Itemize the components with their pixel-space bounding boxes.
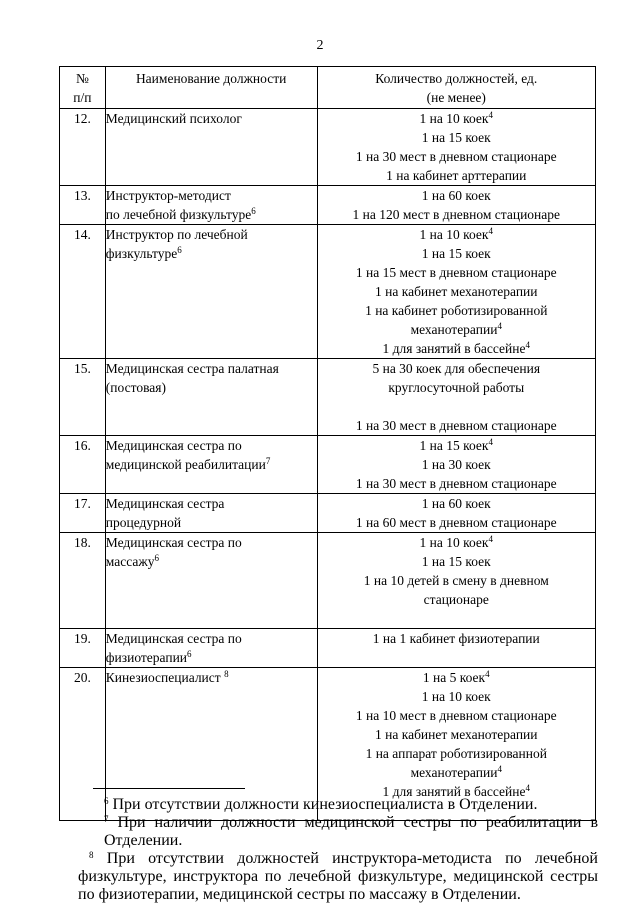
position-name-text: процедурной — [105, 515, 182, 530]
quantity-line — [318, 609, 595, 628]
quantity-text: 1 на 5 коек — [422, 670, 486, 685]
position-name-text: (постовая) — [105, 380, 166, 395]
quantity-line — [318, 513, 595, 532]
quantity-line — [318, 763, 595, 782]
position-name-text: Медицинская сестра по — [105, 438, 242, 453]
position-name — [105, 533, 317, 629]
position-name-text: медицинской реабилитации — [105, 457, 266, 472]
quantity-line — [318, 128, 595, 147]
position-name — [105, 629, 317, 668]
header-number-line1: № — [75, 71, 89, 86]
footnote — [93, 796, 598, 814]
quantity-line — [318, 244, 595, 263]
quantity-text: стационаре — [423, 592, 489, 607]
table-row — [60, 533, 596, 629]
footnote-reference: 6 — [187, 649, 192, 659]
table-row — [60, 109, 596, 186]
position-name — [105, 436, 317, 494]
footnote-reference: 4 — [497, 764, 502, 774]
quantity-line — [318, 744, 595, 763]
footnote-separator — [93, 788, 245, 789]
quantity-line — [318, 109, 595, 128]
position-name-text: Медицинская сестра — [105, 496, 225, 511]
quantity-line — [318, 359, 595, 378]
footnote-mark: 8 — [89, 850, 94, 860]
quantity-text: 1 на 30 коек — [421, 457, 491, 472]
quantity-line — [318, 436, 595, 455]
position-name-line — [106, 378, 317, 397]
footnote-text: При отсутствии должности кинезиоспециалиста в Отделении. — [108, 796, 538, 813]
quantity-line — [318, 397, 595, 416]
quantity-line — [318, 263, 595, 282]
footnote-reference: 4 — [525, 340, 530, 350]
position-name-line — [106, 244, 317, 263]
quantity-line — [318, 687, 595, 706]
footnote-reference: 4 — [485, 669, 490, 679]
position-name-line — [106, 455, 317, 474]
quantity-text: круглосуточной работы — [388, 380, 525, 395]
quantity-text: 1 на 60 коек — [421, 496, 491, 511]
position-name-line — [106, 205, 317, 224]
quantity-line — [318, 706, 595, 725]
table-row — [60, 359, 596, 436]
quantity-text: 1 на 120 мест в дневном стационаре — [352, 207, 561, 222]
position-name-line — [106, 186, 317, 205]
table-row — [60, 629, 596, 668]
quantity-text: 1 на кабинет механотерапии — [375, 727, 538, 742]
quantity-line — [318, 455, 595, 474]
quantity-text: 1 на кабинет механотерапии — [375, 284, 538, 299]
position-quantity — [317, 109, 595, 186]
quantity-line — [318, 282, 595, 301]
position-name — [105, 109, 317, 186]
row-number: 17. — [60, 494, 106, 533]
quantity-line — [318, 166, 595, 185]
quantity-text: 1 на 15 коек — [419, 438, 489, 453]
footnote-mark: 6 — [104, 796, 109, 806]
table-row — [60, 186, 596, 225]
quantity-line — [318, 416, 595, 435]
position-name-text: Медицинская сестра палатная — [105, 361, 279, 376]
footnote-mark: 7 — [104, 814, 109, 824]
position-name — [105, 225, 317, 359]
quantity-line — [318, 205, 595, 224]
position-name-line — [106, 436, 317, 455]
position-name-text: Кинезиоспециалист — [105, 670, 225, 685]
quantity-line — [318, 320, 595, 339]
quantity-text: 1 на 10 коек — [419, 535, 489, 550]
quantity-line — [318, 533, 595, 552]
header-quantity-line2: (не менее) — [426, 90, 486, 105]
quantity-line — [318, 648, 595, 667]
table-row — [60, 436, 596, 494]
table-body — [60, 109, 596, 821]
quantity-line — [318, 301, 595, 320]
quantity-text: 1 на аппарат роботизированной — [365, 746, 547, 761]
quantity-text: 1 на кабинет арттерапии — [386, 168, 527, 183]
footnote-reference: 8 — [224, 669, 229, 679]
footnote-text: При наличии должности медицинской сестры по реабилитации в Отделении. — [104, 814, 598, 849]
position-quantity — [317, 629, 595, 668]
quantity-text: 1 на 10 детей в смену в дневном — [363, 573, 549, 588]
row-number: 18. — [60, 533, 106, 629]
position-name-text: Инструктор-методист — [105, 188, 231, 203]
quantity-text: 1 на 10 мест в дневном стационаре — [355, 708, 557, 723]
position-name-line — [106, 668, 317, 687]
position-name-line — [106, 109, 317, 128]
footnote-text: При отсутствии должностей инструктора-методиста по лечебной физкультуре, инструктора по лечебной физкультуре, медицинской сестры по физиотерапии, медицинской сестры по массажу в Отделении. — [78, 850, 598, 903]
position-name-line — [106, 225, 317, 244]
row-number: 13. — [60, 186, 106, 225]
position-quantity — [317, 436, 595, 494]
footnote-reference: 6 — [154, 553, 159, 563]
table-row — [60, 494, 596, 533]
row-number: 16. — [60, 436, 106, 494]
position-name-text: Инструктор по лечебной — [105, 227, 248, 242]
position-quantity — [317, 359, 595, 436]
footnote-reference: 6 — [177, 245, 182, 255]
page-number: 2 — [316, 38, 324, 53]
position-name-line — [106, 552, 317, 571]
position-name-text: Медицинская сестра по — [105, 535, 242, 550]
quantity-text: 1 на кабинет роботизированной — [365, 303, 548, 318]
quantity-line — [318, 668, 595, 687]
quantity-text: 1 на 10 коек — [421, 689, 491, 704]
position-name-text: физкультуре — [105, 246, 178, 261]
footnote-reference: 4 — [488, 226, 493, 236]
position-name-text: массажу — [105, 554, 155, 569]
position-name-text: физиотерапии — [105, 650, 188, 665]
position-name-line — [106, 513, 317, 532]
row-number: 15. — [60, 359, 106, 436]
position-name-text: Медицинская сестра по — [105, 631, 242, 646]
quantity-line — [318, 225, 595, 244]
position-quantity — [317, 494, 595, 533]
row-number: 14. — [60, 225, 106, 359]
position-name-line — [106, 533, 317, 552]
quantity-text: 1 для занятий в бассейне — [382, 784, 526, 799]
position-name-line — [106, 648, 317, 667]
header-quantity — [317, 67, 595, 109]
quantity-line — [318, 590, 595, 609]
quantity-line — [318, 378, 595, 397]
footnote-reference: 4 — [497, 321, 502, 331]
table-row — [60, 225, 596, 359]
quantity-text: 1 на 30 мест в дневном стационаре — [355, 149, 557, 164]
footnote — [78, 850, 598, 904]
quantity-text: 1 на 60 мест в дневном стационаре — [355, 515, 557, 530]
quantity-line — [318, 725, 595, 744]
row-number: 12. — [60, 109, 106, 186]
position-name — [105, 186, 317, 225]
row-number: 19. — [60, 629, 106, 668]
quantity-line — [318, 147, 595, 166]
footnote — [93, 814, 598, 850]
quantity-text: механотерапии — [410, 765, 498, 780]
header-quantity-line1: Количество должностей, ед. — [375, 71, 538, 86]
quantity-line — [318, 494, 595, 513]
quantity-text: 1 на 10 коек — [419, 111, 489, 126]
quantity-text: 1 на 1 кабинет физиотерапии — [372, 631, 540, 646]
footnote-reference: 6 — [251, 206, 256, 216]
footnote-reference: 4 — [488, 437, 493, 447]
quantity-text: 1 на 15 коек — [421, 246, 491, 261]
footnote-reference: 4 — [488, 110, 493, 120]
quantity-line — [318, 552, 595, 571]
footnote-reference: 4 — [488, 534, 493, 544]
quantity-line — [318, 474, 595, 493]
position-quantity — [317, 225, 595, 359]
quantity-text: 1 на 60 коек — [421, 188, 491, 203]
position-name-line — [106, 494, 317, 513]
position-quantity — [317, 533, 595, 629]
quantity-text: механотерапии — [410, 322, 498, 337]
position-quantity — [317, 186, 595, 225]
footnote-reference: 7 — [265, 456, 271, 466]
position-name-line — [106, 629, 317, 648]
quantity-line — [318, 186, 595, 205]
position-name-text: Медицинский психолог — [105, 111, 242, 126]
position-name — [105, 494, 317, 533]
staffing-table — [59, 66, 596, 821]
position-name-text: по лечебной физкультуре — [105, 207, 252, 222]
position-name — [105, 359, 317, 436]
header-number — [60, 67, 106, 109]
footnote-reference: 4 — [525, 783, 530, 793]
header-number-line2: п/п — [73, 90, 92, 105]
quantity-line — [318, 629, 595, 648]
table-header-row — [60, 67, 596, 109]
footnotes — [78, 796, 598, 904]
row-number: 20. — [60, 668, 106, 821]
position-name-line — [106, 359, 317, 378]
quantity-text: 1 на 15 коек — [421, 130, 491, 145]
quantity-line — [318, 571, 595, 590]
quantity-text: 1 на 30 мест в дневном стационаре — [355, 476, 557, 491]
header-position-name: Наименование должности — [105, 67, 317, 109]
quantity-line — [318, 339, 595, 358]
quantity-text: 1 на 15 коек — [421, 554, 491, 569]
quantity-text: 1 на 30 мест в дневном стационаре — [355, 418, 557, 433]
quantity-text: 1 на 10 коек — [419, 227, 489, 242]
quantity-text: 1 для занятий в бассейне — [382, 341, 526, 356]
quantity-text: 5 на 30 коек для обеспечения — [372, 361, 541, 376]
quantity-text: 1 на 15 мест в дневном стационаре — [355, 265, 557, 280]
